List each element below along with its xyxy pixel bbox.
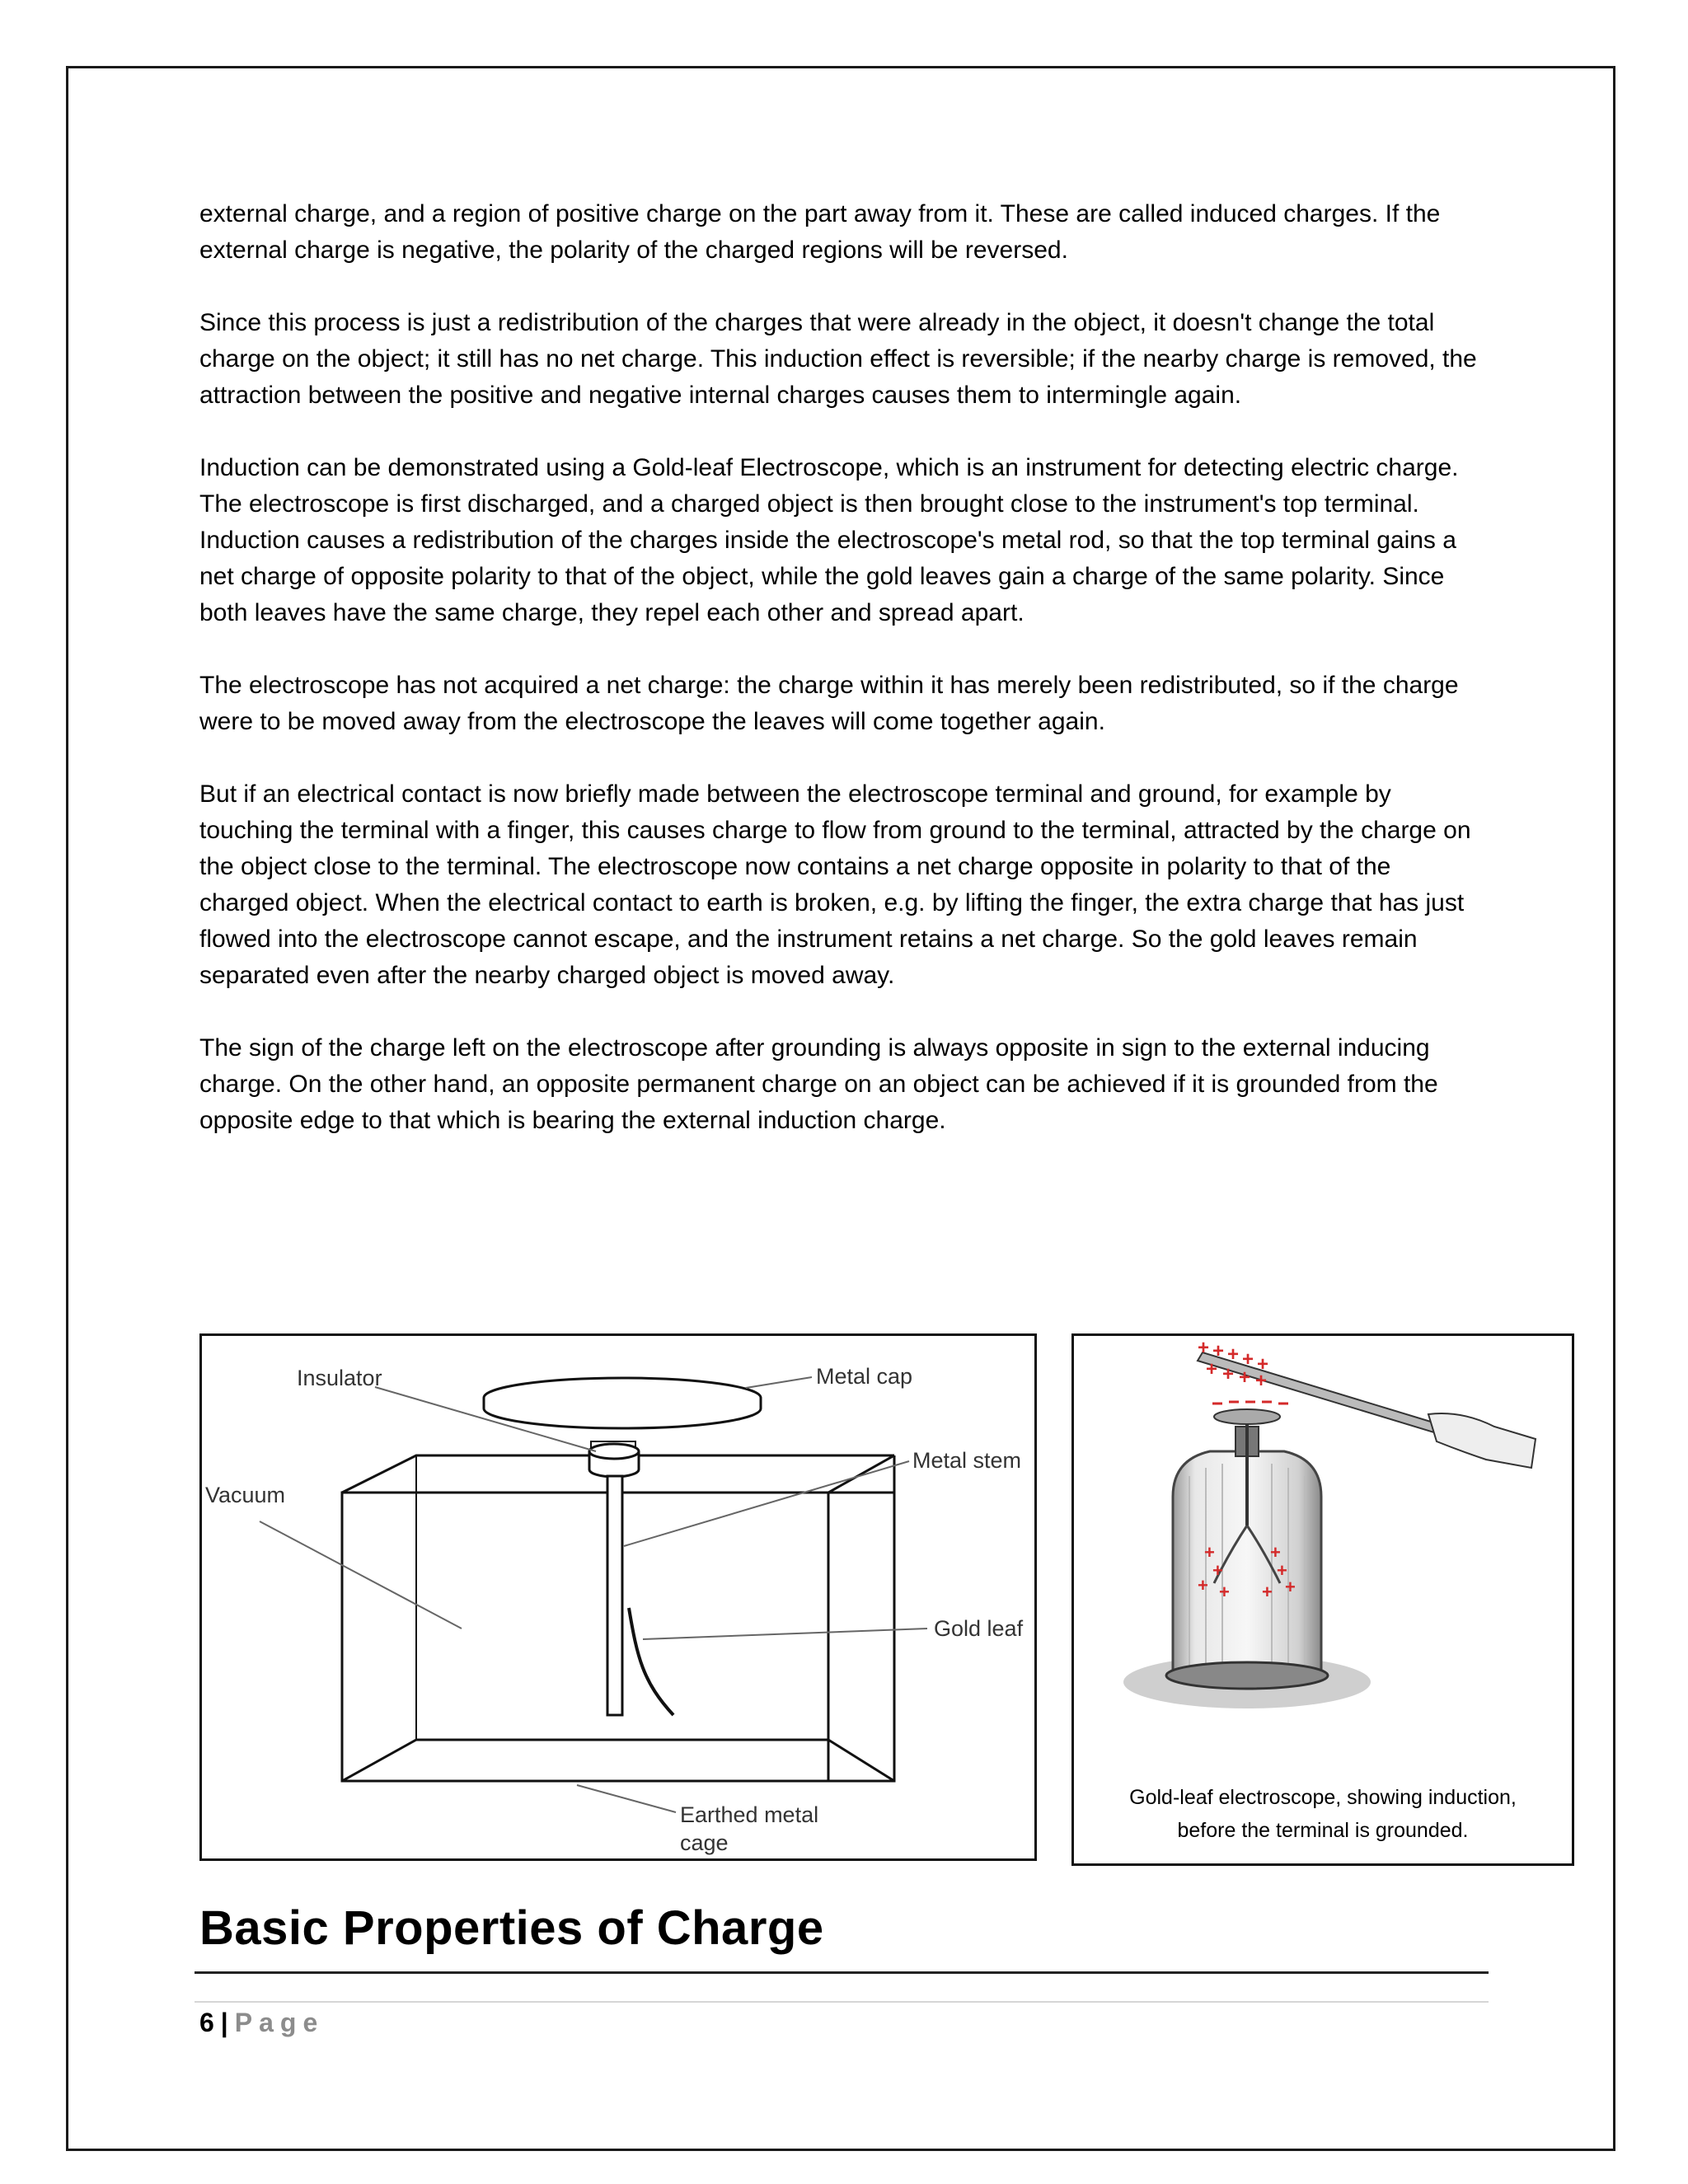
- rod-charges: [1198, 1337, 1268, 1392]
- body-text: [199, 196, 1485, 1175]
- svg-text:+: +: [1227, 1343, 1240, 1366]
- jar-base: [1166, 1662, 1328, 1689]
- heading-rule: [195, 1971, 1489, 1974]
- svg-text:+: +: [1222, 1363, 1235, 1385]
- label-metal-cap: Metal cap: [816, 1364, 913, 1389]
- gold-leaf-shape: [629, 1608, 673, 1715]
- svg-text:+: +: [1198, 1337, 1210, 1359]
- paragraph-4: The electroscope has not acquired a net charge: the charge within it has merely been redistributed, so if the charge were to be moved away from the electroscope the leaves will come together again.: [199, 672, 1459, 735]
- svg-text:+: +: [1239, 1366, 1251, 1389]
- paragraph-3: Induction can be demonstrated using a Gold-leaf Electroscope, which is an instrument for detecting electric charge. The electroscope is first discharged, and a charged object is then brought close to the instrument's top terminal. Induction causes a redistribution of the charges inside the electroscope's metal rod, so that the top terminal gains a net charge of opposite polarity to that of the object, while the gold leaves gain a charge of the same polarity. Since both leaves have the same charge, they repel each other and spread apart.: [199, 454, 1459, 626]
- footer-rule: [195, 2001, 1489, 2003]
- svg-text:+: +: [1262, 1582, 1273, 1602]
- svg-text:+: +: [1285, 1577, 1296, 1597]
- paragraph-5: But if an electrical contact is now briefly made between the electroscope terminal and ground, for example by touching the terminal with a finger, this causes charge to flow from ground to the terminal, attracted by the charge on the object close to the terminal. The electroscope now contains a net charge opposite in polarity to that of the charged object. When the electrical contact to earth is broken, e.g. by lifting the finger, the extra charge that has just flowed into the electroscope cannot escape, and the instrument retains a net charge. So the gold leaves remain separated even after the nearby charged object is moved away.: [199, 780, 1471, 989]
- page-number: 6: [199, 2008, 214, 2037]
- cage-floor-right: [828, 1740, 894, 1781]
- metal-stem-leader: [624, 1461, 909, 1546]
- section-heading: Basic Properties of Charge: [199, 1901, 824, 1955]
- label-metal-stem: Metal stem: [912, 1448, 1022, 1473]
- hand-icon: [1428, 1413, 1536, 1468]
- caption-line-2: before the terminal is grounded.: [1177, 1819, 1469, 1842]
- page-footer: [199, 2008, 324, 2038]
- footer-separator: |: [220, 2008, 228, 2037]
- label-earthed-line2: cage: [680, 1830, 729, 1855]
- paragraph-1: external charge, and a region of positive charge on the part away from it. These are called induced charges. If the external charge is negative, the polarity of the charged regions will be reversed.: [199, 200, 1441, 264]
- terminal-charges: [1212, 1402, 1288, 1404]
- induction-illustration: [1071, 1333, 1574, 1866]
- induction-illustration-svg: [1074, 1336, 1572, 1781]
- cage-top-right: [828, 1455, 894, 1493]
- cage-floor-back: [342, 1740, 828, 1781]
- svg-text:+: +: [1242, 1348, 1254, 1371]
- paragraph-2: Since this process is just a redistribution of the charges that were already in the object, it doesn't change the total charge on the object; it still has no net charge. This induction effect is reversible; if the nearby charge is removed, the attraction between the positive and negative internal charges causes them to intermingle again.: [199, 309, 1477, 409]
- gold-leaf-leader: [643, 1629, 927, 1639]
- label-insulator: Insulator: [297, 1366, 382, 1390]
- caption-line-1: Gold-leaf electroscope, showing induction,: [1129, 1786, 1517, 1809]
- svg-text:+: +: [1206, 1358, 1218, 1380]
- terminal-disk: [1214, 1409, 1280, 1424]
- earthed-leader: [577, 1785, 676, 1812]
- svg-text:+: +: [1204, 1542, 1215, 1563]
- svg-text:+: +: [1270, 1542, 1281, 1563]
- label-earthed-line1: Earthed metal: [680, 1802, 819, 1827]
- illustration-caption: [1074, 1781, 1572, 1847]
- electroscope-diagram: [199, 1333, 1037, 1861]
- svg-text:+: +: [1212, 1560, 1223, 1581]
- paragraph-6: The sign of the charge left on the electroscope after grounding is always opposite in sign to the external inducing charge. On the other hand, an opposite permanent charge on an object can be achieved if it is grounded from the opposite edge to that which is bearing the external induction charge.: [199, 1034, 1438, 1134]
- svg-text:+: +: [1257, 1353, 1269, 1376]
- page-word: Page: [234, 2008, 325, 2037]
- svg-text:+: +: [1255, 1370, 1268, 1392]
- svg-text:+: +: [1212, 1340, 1225, 1362]
- svg-text:+: +: [1277, 1560, 1287, 1581]
- metal-cap-leader: [746, 1377, 812, 1388]
- svg-text:+: +: [1198, 1575, 1208, 1596]
- svg-text:+: +: [1219, 1582, 1230, 1602]
- vacuum-leader: [260, 1521, 462, 1629]
- metal-stem-shape: [607, 1476, 622, 1715]
- label-vacuum: Vacuum: [205, 1483, 286, 1507]
- metal-cap-rim: [484, 1398, 761, 1428]
- label-gold-leaf: Gold leaf: [934, 1616, 1024, 1641]
- electroscope-diagram-svg: [202, 1336, 1034, 1858]
